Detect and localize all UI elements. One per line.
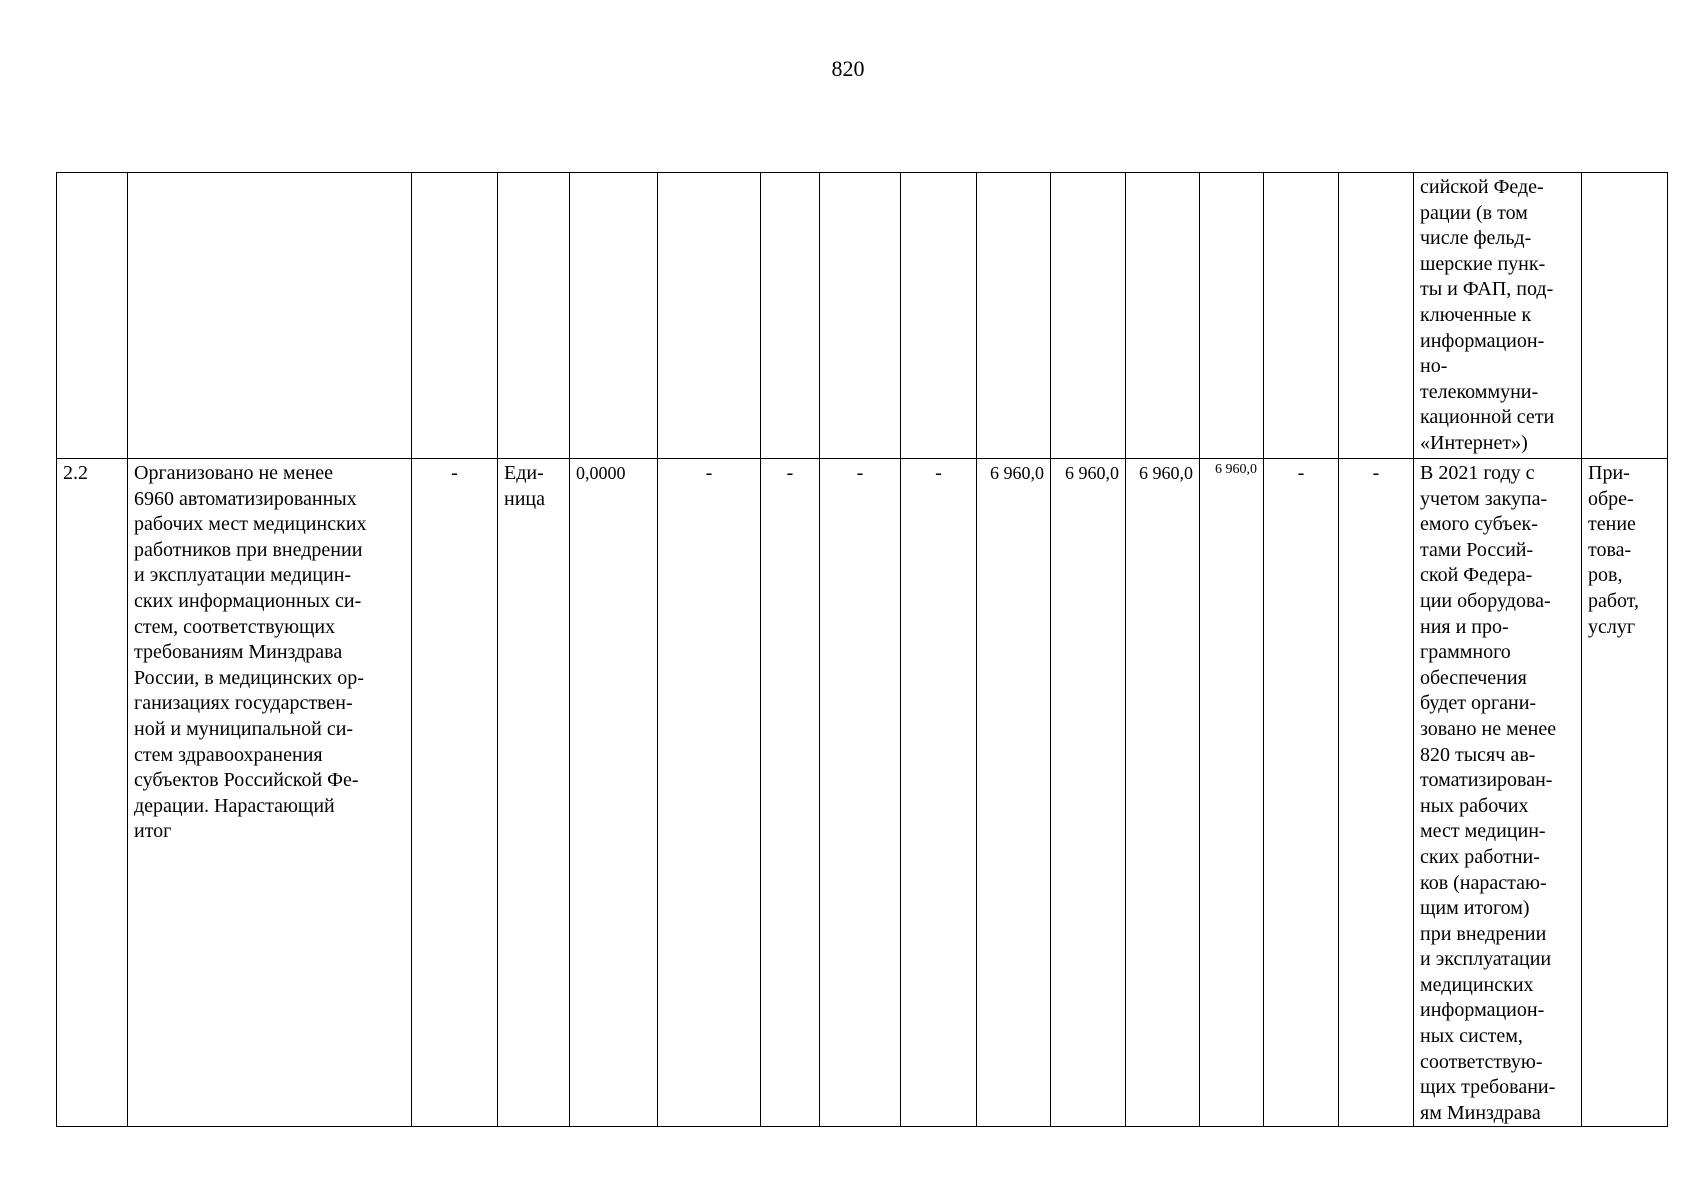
text-line: работников при внедрении — [134, 538, 363, 561]
cell-type — [1582, 459, 1668, 1127]
text-line: стем здравоохранения — [134, 743, 323, 766]
text-line: будет органи- — [1420, 692, 1537, 715]
text-line: ключенные к — [1420, 303, 1532, 326]
text-line: ных систем, — [1420, 1025, 1523, 1048]
text-line: кационной сети — [1420, 406, 1555, 429]
text-line: соответствую- — [1420, 1050, 1543, 1073]
text-line: 6960 автоматизированных — [134, 487, 357, 510]
text-line: информацион- — [1420, 999, 1545, 1022]
table-row-continuation — [57, 173, 1668, 459]
cell-col7: - — [761, 459, 820, 1127]
cell-col14 — [1264, 173, 1339, 459]
text-line: това- — [1588, 538, 1632, 561]
text-line: «Интернет») — [1420, 431, 1528, 454]
text-line: тение — [1588, 513, 1636, 536]
cell-name — [128, 173, 412, 459]
text-line: ров, — [1588, 564, 1623, 587]
text-line: итог — [134, 820, 172, 843]
text-line: щим итогом) — [1420, 897, 1530, 920]
text-line: учетом закупа- — [1420, 487, 1548, 510]
cell-description — [1414, 173, 1582, 459]
cell-unit — [498, 459, 570, 1127]
cell-value-3: 6 960,0 — [1126, 459, 1200, 1127]
text-line: щих требовани- — [1420, 1076, 1556, 1099]
cell-name — [128, 459, 412, 1127]
cell-unit — [498, 173, 570, 459]
text-line: При- — [1588, 462, 1630, 484]
text-line: Еди- — [504, 462, 544, 484]
cell-col15: - — [1339, 459, 1414, 1127]
text-line: ганизациях государствен- — [134, 692, 353, 715]
text-line: ции оборудова- — [1420, 589, 1551, 612]
cell-col7 — [761, 173, 820, 459]
cell-col14: - — [1264, 459, 1339, 1127]
cell-col3: - — [412, 459, 498, 1127]
cell-number: 2.2 — [57, 459, 128, 1127]
table-row-2-2 — [57, 459, 1668, 1127]
text-line: требованиям Минздрава — [134, 641, 343, 664]
text-line: сийской Феде- — [1420, 176, 1544, 198]
text-line: ских работни- — [1420, 845, 1540, 868]
cell-base-value — [570, 173, 658, 459]
text-line: информацион- — [1420, 329, 1545, 352]
text-line: ной и муниципальной си- — [134, 717, 354, 740]
text-line: томатизирован- — [1420, 769, 1553, 792]
cell-col15 — [1339, 173, 1414, 459]
cell-col8 — [820, 173, 901, 459]
cell-col9 — [901, 173, 977, 459]
cell-col9: - — [901, 459, 977, 1127]
cell-value-2: 6 960,0 — [1051, 459, 1126, 1127]
text-line: ты и ФАП, под- — [1420, 278, 1554, 301]
document-table — [56, 172, 1668, 1127]
text-line: тами Россий- — [1420, 538, 1534, 561]
text-line: емого субъек- — [1420, 513, 1538, 536]
cell-value-4 — [1200, 173, 1264, 459]
cell-description — [1414, 459, 1582, 1127]
text-line: рации (в том — [1420, 201, 1528, 224]
cell-value-3 — [1126, 173, 1200, 459]
text-line: России, в медицинских ор- — [134, 666, 364, 689]
text-line: зовано не менее — [1420, 717, 1557, 740]
cell-col3 — [412, 173, 498, 459]
cell-value-1 — [977, 173, 1051, 459]
text-line: ния и про- — [1420, 615, 1509, 638]
text-line: при внедрении — [1420, 922, 1547, 945]
text-line: услуг — [1588, 615, 1636, 638]
cell-base-value: 0,0000 — [570, 459, 658, 1127]
cell-col6: - — [658, 459, 761, 1127]
text-line: субъектов Российской Фе- — [134, 769, 359, 792]
text-line: ных рабочих — [1420, 794, 1529, 817]
text-line: Организовано не менее — [134, 462, 334, 484]
cell-value-4: 6 960,0 — [1200, 459, 1264, 1127]
text-line: телекоммуни- — [1420, 380, 1539, 403]
text-line: и эксплуатации медицин- — [134, 564, 352, 587]
text-line: 820 тысяч ав- — [1420, 743, 1536, 766]
text-line: мест медицин- — [1420, 820, 1546, 843]
cell-type — [1582, 173, 1668, 459]
text-line: числе фельд- — [1420, 227, 1532, 250]
text-line: и эксплуатации — [1420, 948, 1552, 971]
cell-number — [57, 173, 128, 459]
text-line: ков (нарастаю- — [1420, 871, 1547, 894]
cell-col8: - — [820, 459, 901, 1127]
text-line: медицинских — [1420, 973, 1534, 996]
text-line: рабочих мест медицинских — [134, 513, 367, 536]
page-number: 820 — [831, 56, 865, 81]
cell-col6 — [658, 173, 761, 459]
text-line: ям Минздрава — [1420, 1101, 1541, 1124]
text-line: обре- — [1588, 487, 1634, 510]
text-line: граммного — [1420, 641, 1511, 664]
text-line: обеспечения — [1420, 666, 1527, 689]
cell-value-2 — [1051, 173, 1126, 459]
text-line: дерации. Нарастающий — [134, 794, 335, 817]
cell-value-1: 6 960,0 — [977, 459, 1051, 1127]
text-line: В 2021 году с — [1420, 462, 1535, 484]
text-line: ской Федера- — [1420, 564, 1533, 587]
text-line: стем, соответствующих — [134, 615, 336, 638]
text-line: ских информационных си- — [134, 589, 362, 612]
text-line: работ, — [1588, 589, 1640, 612]
text-line: ница — [504, 487, 545, 510]
text-line: но- — [1420, 355, 1448, 378]
text-line: шерские пунк- — [1420, 252, 1546, 275]
